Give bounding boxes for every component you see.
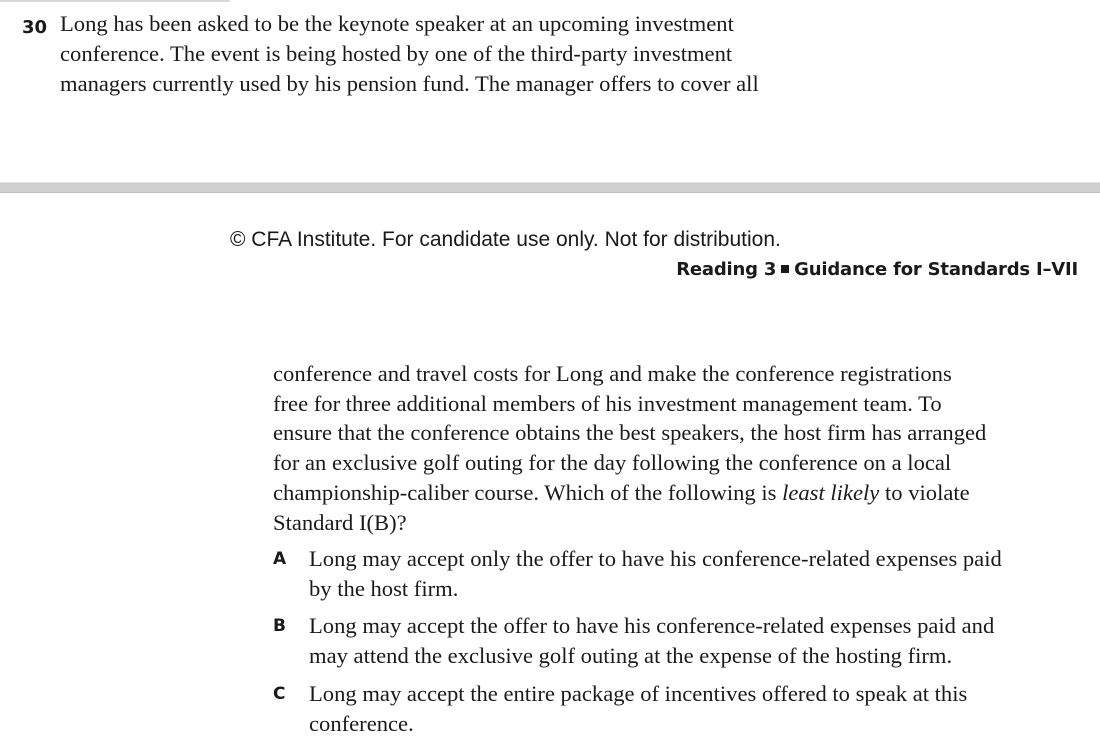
option-text	[309, 679, 1093, 738]
stem-line: free for three additional members of his investment management team. To	[273, 390, 942, 416]
option-letter: A	[273, 549, 287, 569]
emphasis-text: least likely	[782, 479, 880, 505]
option-letter: C	[273, 683, 286, 704]
question-stem-continued	[273, 359, 1093, 537]
option-line: may attend the exclusive golf outing at the expense of the hosting firm.	[309, 643, 953, 669]
option-line: Long may accept the entire package of incentives offered to speak at this	[309, 680, 968, 706]
stem-line: conference and travel costs for Long and make the conference registrations	[273, 361, 952, 386]
running-head-title: Guidance for Standards I–VII	[794, 259, 1078, 280]
stem-text: to violate	[879, 479, 970, 505]
option-line: by the host firm.	[309, 575, 459, 601]
question-stem-top	[60, 9, 860, 99]
stem-line: ensure that the conference obtains the best speakers, the host firm has arranged	[273, 420, 987, 446]
option-text	[309, 611, 1093, 670]
stem-line: conference. The event is being hosted by one of the third-party investment	[60, 41, 733, 66]
stem-line: managers currently used by his pension fund. The manager offers to cover all	[60, 71, 759, 96]
option-text	[309, 544, 1093, 603]
stem-text: championship-caliber course. Which of the following is	[273, 479, 783, 505]
option-a[interactable]	[273, 544, 1093, 603]
running-head-reading: Reading 3	[676, 259, 777, 280]
option-line: Long may accept the offer to have his conference-related expenses paid and	[309, 613, 995, 639]
stem-line: Standard I(B)?	[273, 509, 407, 535]
option-b[interactable]	[273, 611, 1093, 670]
copyright-notice: © CFA Institute. For candidate use only. Not for distribution.	[230, 228, 781, 251]
option-letter: B	[273, 616, 286, 637]
top-divider	[0, 0, 230, 2]
page-break-divider	[0, 182, 1100, 193]
running-head	[676, 256, 1078, 284]
stem-line-emphasis	[273, 478, 1093, 508]
square-bullet-icon	[781, 265, 789, 273]
stem-line: for an exclusive golf outing for the day following the conference on a local	[273, 450, 952, 476]
option-line: conference.	[309, 710, 414, 736]
stem-line: Long has been asked to be the keynote speaker at an upcoming investment	[60, 11, 734, 36]
option-line: Long may accept only the offer to have his conference-related expenses paid	[309, 546, 1002, 571]
answer-options	[273, 544, 1093, 745]
option-c[interactable]	[273, 679, 1093, 738]
question-number: 30	[22, 17, 48, 38]
